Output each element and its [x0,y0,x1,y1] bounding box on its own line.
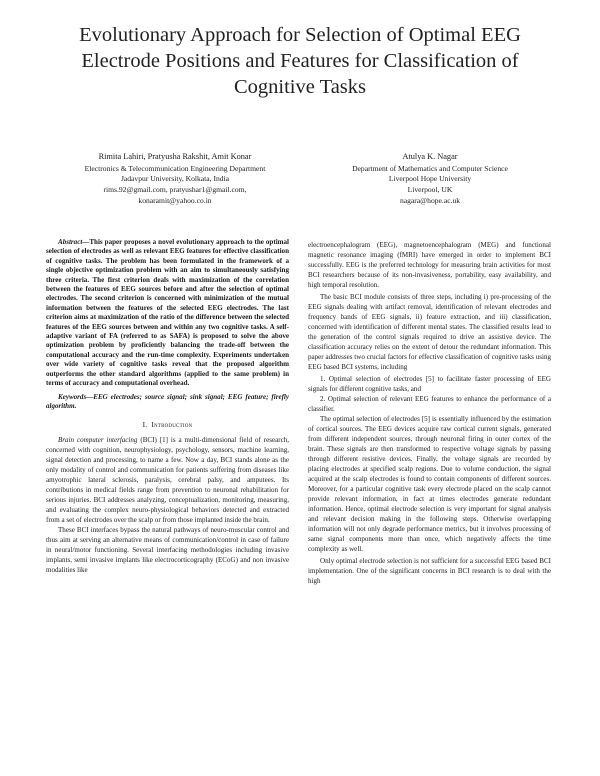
abstract-label: Abstract— [58,238,90,246]
author-city: Liverpool, UK [407,185,453,195]
keywords-text: EEG electrodes; source signal; sink signal; EEG feature; firefly algorithm. [46,392,289,410]
author-email: rims.92@gmail.com, pratyushar1@gmail.com, [103,185,247,195]
paper-title: Evolutionary Approach for Selection of Optimal EEG Electrode Positions and Features for Classification of Cognitive Tasks [79,24,521,98]
author-department: Department of Mathematics and Computer Science [352,163,508,173]
author-department: Electronics & Telecommunication Engineering Department [84,163,266,173]
author-names: Rimita Lahiri, Pratyusha Rakshit, Amit Konar [98,152,252,161]
keywords-label: Keywords— [58,392,94,401]
section-title: Introduction [151,420,193,430]
body-paragraph: Only optimal electrode selection is not sufficient for a successful EEG based BCI implementation. One of the significant concerns in BCI research is to deal with the high [308,557,551,585]
intro-text: (BCI) [1] is a multi-dimensional field of research, concerned with cognition, neurophysiology, psychology, sensors, machine learning, signal detection and processing, to name a few. Now a day, BCI stands alone as the only modality of control and communication for patients suffering from diseases like amyotrophic lateral sclerosis, paralysis, cerebral palsy, and amputees. Its contributions in medical fields range from prevention to neuronal rehabilitation for serious injuries. BCI addresses analyzing, conceptualization, monitoring, measuring, and evaluating the complex neuro-physiological behaviors detected and extracted from a set of electrodes over the scalp or from those implanted inside the brain. [46,436,289,525]
author-block-right [305,152,555,207]
list-item: 2. Optimal selection of relevant EEG features to enhance the performance of a classifier. [308,395,551,413]
list-item: 1. Optimal selection of electrodes [5] to facilitate faster processing of EEG signals for different cognitive tasks, and [308,375,551,393]
body-paragraph: The optimal selection of electrodes [5] is essentially influenced by the estimation of cortical sources. The EEG devices acquire raw cortical current signals, generated from different independent sources, through neuronal firing in outer cortex of the brain. These signals are then transformed to respective voltage signals by passing through different resistive devices. Finally, the voltage signals are recorded by placing electrodes at specified scalp regions. Due to volume conduction, the signal acquired at the scalp electrodes is found to contain components of different sources. Moreover, for a particular cognitive task every electrode placed on the scalp cannot provide relevant information, in fact at times electrodes generate redundant information. Hence, optimal electrode selection is very important for signal analysis and relevant decision making in the following steps. Otherwise overlapping information will not only degrade performance metrics, but it involves processing of same signal components more than once, which negatively affects the time complexity as well. [308,415,551,553]
body-paragraph: The basic BCI module consists of three steps, including i) pre-processing of the EEG signals dealing with artifact removal, identification of relevant electrodes and frequency bands of EEG signals, ii) feature extraction, and iii) classification, concerned with identification of different mental states. The classified results lead to the generation of the control signals required to drive an assistive device. The classification accuracy relies on the extent of detour the redundant information. This paper addresses two crucial factors for effective classification of cognitive tasks using EEG based BCI systems, including [308,293,551,371]
body-paragraph: electroencephalogram (EEG), magnetoencephalogram (MEG) and functional magnetic resonance imaging (fMRI) have emerged in order to implement BCI successfully. EEG is the preferred technology for measuring brain activities for most BCI researchers because of its non-invasiveness, portability, easy availability, and high temporal resolution. [308,241,551,289]
author-university: Jadavpur University, Kolkata, India [120,174,230,184]
section-heading [46,420,289,430]
keywords [46,393,289,412]
author-email: nagara@hope.ac.uk [399,195,461,205]
right-column [308,240,551,586]
author-email: konaramit@yahoo.co.in [138,195,212,205]
section-number: I. [142,420,148,430]
intro-paragraph-2: These BCI interfaces bypass the natural pathways of neuro-muscular control and thus aim at serving an alternative means of communication/control in case of failure in neural/motor functioning. Several interfacing methodologies including invasive implants, semi invasive implants like electrocorticography (ECoG) and non invasive modalities like [46,526,289,575]
abstract-text: This paper proposes a novel evolutionary approach to the optimal selection of electrodes as well as relevant EEG features for effective classification of cognitive tasks. The problem has been formulated in the framework of a single objective optimization problem with an aim to simultaneously satisfying three criteria. The first criterion deals with maximization of the correlation between the features of EEG sources before and after the selection of optimal electrodes. The second criterion is concerned with minimization of the mutual information between the features of the selected EEG electrodes. The last criterion aims at maximization of the ratio of the difference between the selected features of the EEG sources between and within any two cognitive tasks. A self-adaptive variant of FA (referred to as SAFA) is proposed to solve the above optimization problem by proficiently balancing the trade-off between the computational accuracy and the run-time complexity. Experiments undertaken over wide variety of cognitive tasks reveal that the proposed algorithm outperforms the other standard algorithms (applied to the same problem) in terms of accuracy and computational overhead. [46,238,289,388]
left-column [46,238,289,575]
author-block-left [50,152,300,207]
intro-paragraph [46,435,289,525]
author-names: Atulya K. Nagar [402,152,458,161]
author-university: Liverpool Hope University [388,174,472,184]
abstract [46,238,289,389]
intro-emphasis: Brain computer interfacing [58,436,138,445]
